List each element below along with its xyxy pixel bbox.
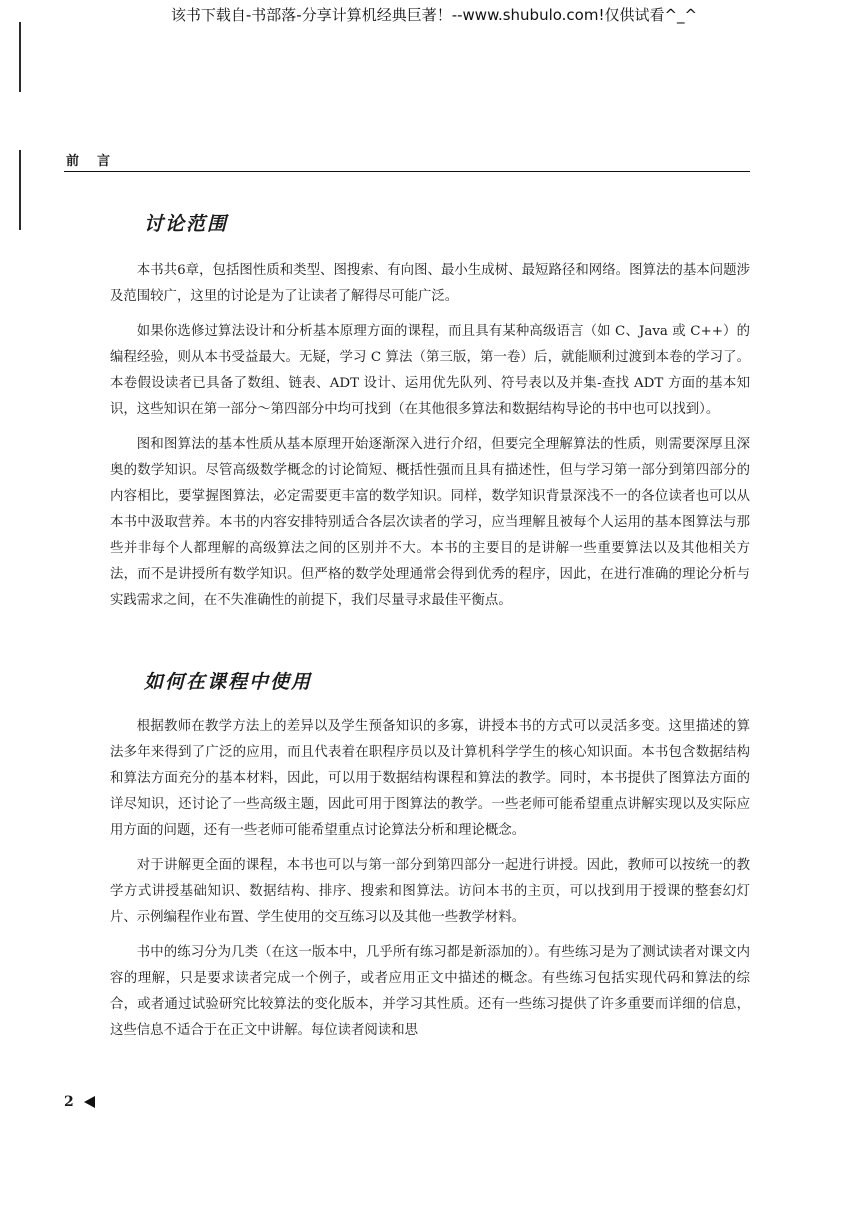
page-number: 2: [64, 1094, 74, 1110]
section-body: [110, 258, 750, 623]
page-footer: [64, 1094, 95, 1110]
section-heading: 如何在课程中使用: [144, 671, 313, 693]
section-heading: 讨论范围: [144, 213, 229, 235]
paragraph: 根据教师在教学方法上的差异以及学生预备知识的多寡，讲授本书的方式可以灵活多变。这里描述的算法多年来得到了广泛的应用，而且代表着在职程序员以及计算机科学学生的核心知识面。本书包含数据结构和算法方面充分的基本材料，因此，可以用于数据结构课程和算法的教学。同时，本书提供了图算法方面的详尽知识，还讨论了一些高级主题，因此可用于图算法的教学。一些老师可能希望重点讲解实现以及实际应用方面的问题，还有一些老师可能希望重点讨论算法分析和理论概念。: [110, 719, 750, 838]
paragraph: 如果你选修过算法设计和分析基本原理方面的课程，而且具有某种高级语言（如 C、Java 或 C++）的编程经验，则从本书受益最大。无疑，学习 C 算法（第三版，第一卷）后，就能顺利过渡到本卷的学习了。本卷假设读者已具备了数组、链表、ADT 设计、运用优先队列、符号表以及并集-查找 ADT 方面的基本知识，这些知识在第一部分～第四部分中均可找到（在其他很多算法和数据结构导论的书中也可以找到）。: [110, 324, 750, 417]
watermark-banner: 该书下载自-书部落-分享计算机经典巨著！--www.shubulo.com!仅供试看^_^: [170, 6, 698, 24]
paragraph: 对于讲解更全面的课程，本书也可以与第一部分到第四部分一起进行讲授。因此，教师可以按统一的教学方式讲授基础知识、数据结构、排序、搜索和图算法。访问本书的主页，可以找到用于授课的整套幻灯片、示例编程作业布置、学生使用的交互练习以及其他一些教学材料。: [110, 858, 750, 925]
header-rule: [64, 171, 750, 172]
running-head: 前言: [66, 154, 129, 169]
paragraph: 图和图算法的基本性质从基本原理开始逐渐深入进行介绍，但要完全理解算法的性质，则需要深厚且深奥的数学知识。尽管高级数学概念的讨论简短、概括性强而且具有描述性，但与学习第一部分到第四部分的内容相比，要掌握图算法，必定需要更丰富的数学知识。同样，数学知识背景深浅不一的各位读者也可以从本书中汲取营养。本书的内容安排特别适合各层次读者的学习，应当理解且被每个人运用的基本图算法与那些并非每个人都理解的高级算法之间的区别并不大。本书的主要目的是讲解一些重要算法以及其他相关方法，而不是讲授所有数学知识。但严格的数学处理通常会得到优秀的程序，因此，在进行准确的理论分析与实践需求之间，在不失准确性的前提下，我们尽量寻求最佳平衡点。: [110, 437, 750, 608]
paragraph: 书中的练习分为几类（在这一版本中，几乎所有练习都是新添加的）。有些练习是为了测试读者对课文内容的理解，只是要求读者完成一个例子，或者应用正文中描述的概念。有些练习包括实现代码和算法的综合，或者通过试验研究比较算法的变化版本，并学习其性质。还有一些练习提供了许多重要而详细的信息，这些信息不适合于在正文中讲解。每位读者阅读和思: [110, 945, 750, 1038]
section-body: [110, 714, 750, 1053]
paragraph: 本书共6章，包括图性质和类型、图搜索、有向图、最小生成树、最短路径和网络。图算法的基本问题涉及范围较广，这里的讨论是为了让读者了解得尽可能广泛。: [110, 263, 750, 304]
scan-edge-mark: [19, 150, 21, 230]
arrow-left-icon: [84, 1096, 95, 1108]
scan-edge-mark: [19, 22, 21, 92]
